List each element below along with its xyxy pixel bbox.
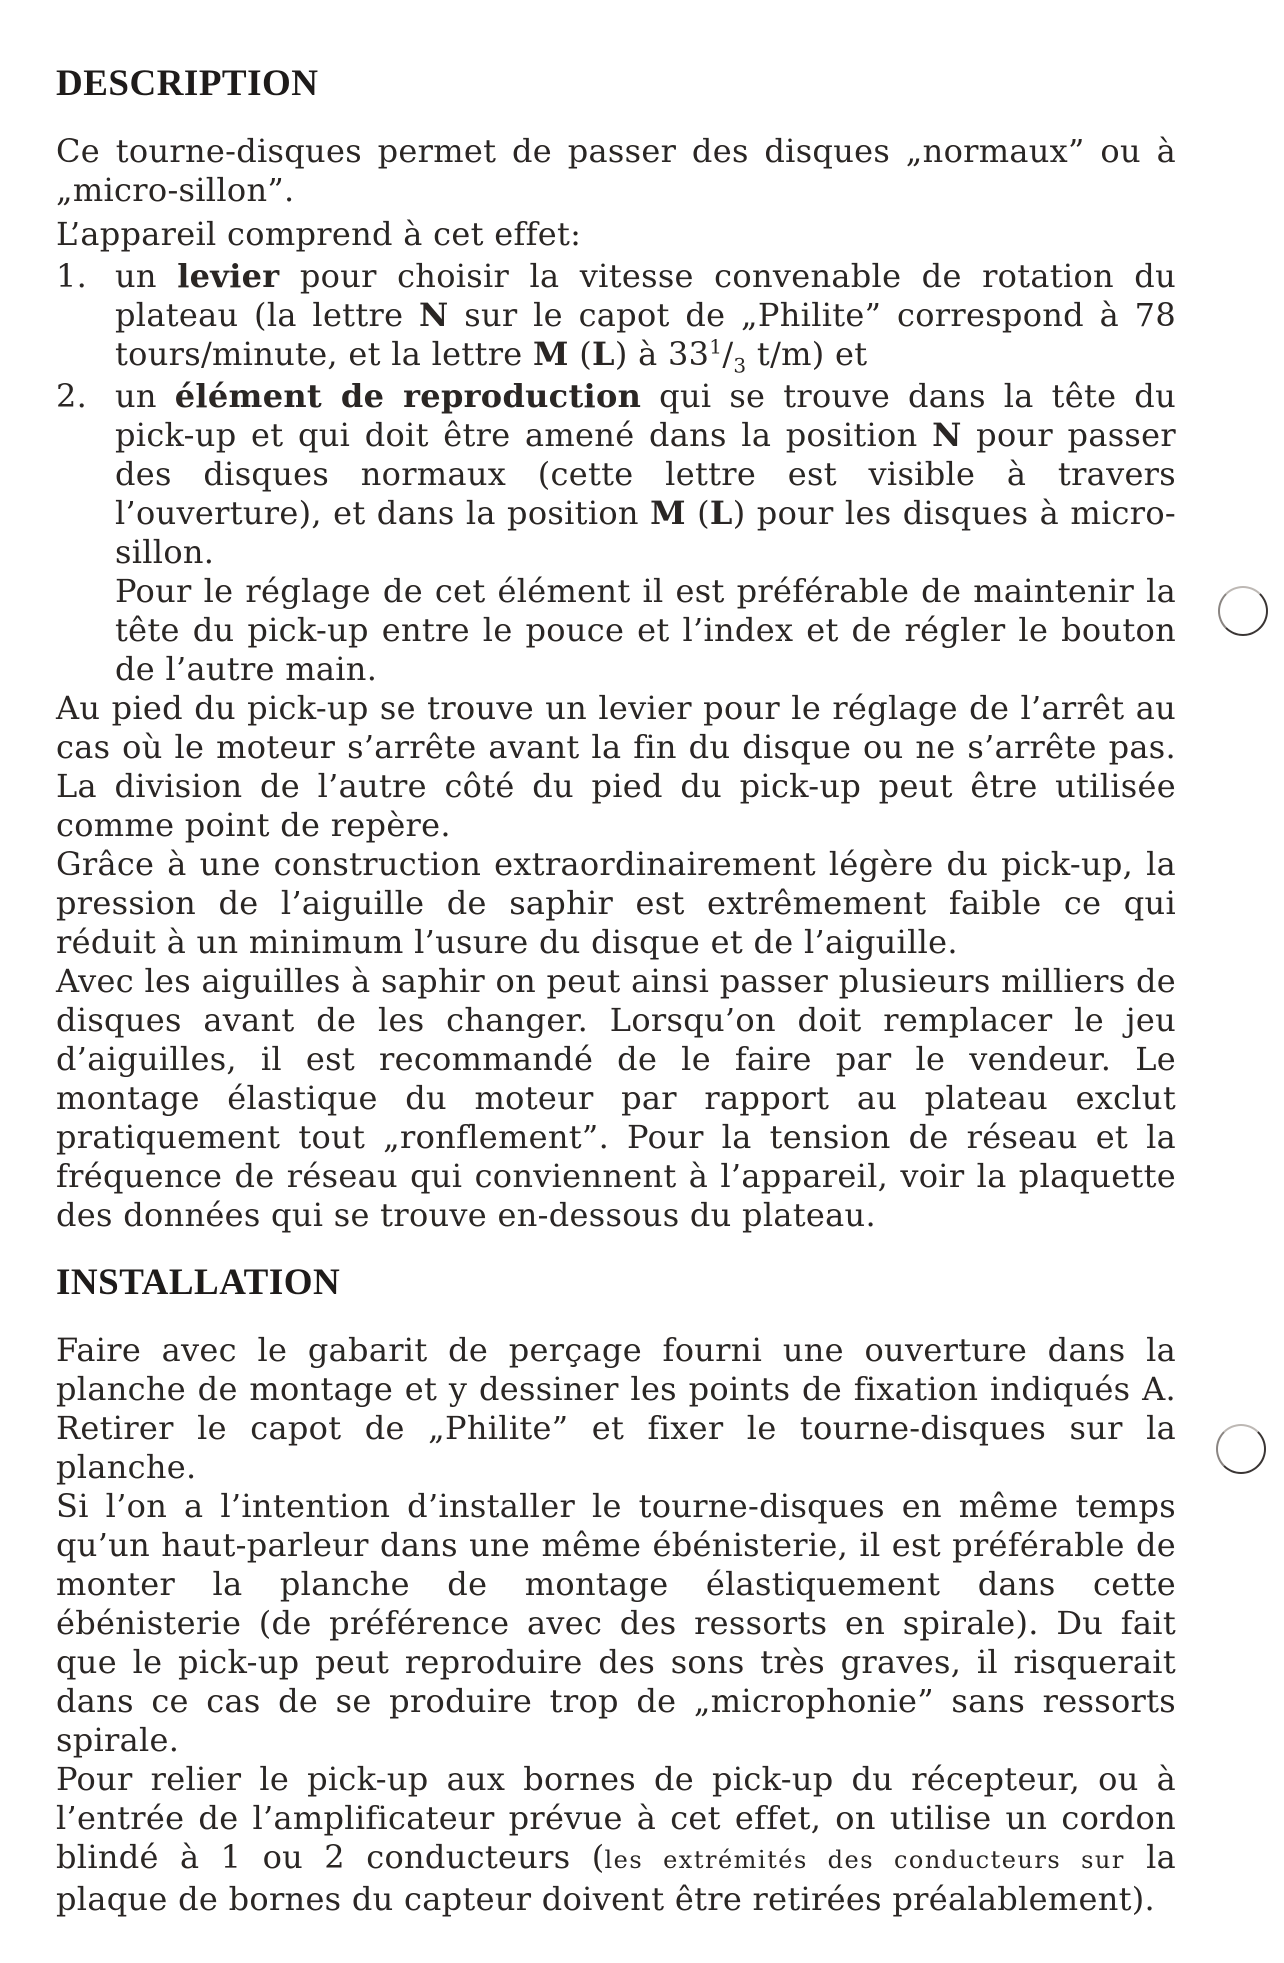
punch-hole-bottom: [1216, 1424, 1266, 1474]
description-intro: Ce tourne-disques permet de passer des disques „normaux” ou à „micro-sillon”.: [56, 132, 1176, 209]
list-item-2: [56, 377, 1176, 689]
list-number-2: 2.: [56, 377, 88, 415]
list-item-2-subtext: Pour le réglage de cet élément il est préférable de maintenir la tête du pick-up entre le pouce et l’index et de régler le bouton de l’autre main.: [115, 572, 1176, 688]
punch-hole-top: [1218, 586, 1268, 636]
list-item-1-text: un levier pour choisir la vitesse convenable de rotation du plateau (la lettre N sur le capot de „Philite” correspond à 78 tours/minute, et la lettre M (L) à $33^1/_3$ t/m) et: [115, 257, 1177, 378]
list-item-1: [56, 257, 1177, 378]
installation-connection: Pour relier le pick-up aux bornes de pick-up du récepteur, ou à l’entrée de l’amplificateur prévue à cet effet, on utilise un cordon blindé à 1 ou 2 conducteurs (les extrémités des conducteurs sur la plaque de bornes du capteur doivent être retirées préalablement).: [56, 1760, 1176, 1918]
installation-drilling: Faire avec le gabarit de perçage fourni une ouverture dans la planche de montage et y dessiner les points de fixation indiqués A. Retirer le capot de „Philite” et fixer le tourne-disques sur la planche.: [56, 1331, 1176, 1486]
installation-heading: INSTALLATION: [56, 1262, 341, 1303]
description-comprises: L’appareil comprend à cet effet:: [56, 215, 582, 253]
list-number-1: 1.: [56, 257, 88, 295]
description-light-pickup: Grâce à une construction extraordinairement légère du pick-up, la pression de l’aiguille de saphir est extrêmement faible ce qui réduit à un minimum l’usure du disque et de l’aiguille.: [56, 845, 1176, 961]
description-heading: DESCRIPTION: [56, 63, 319, 104]
installation-cabinet: Si l’on a l’intention d’installer le tourne-disques en même temps qu’un haut-parleur dans une même ébénisterie, il est préférable de monter la planche de montage élastiquement dans cette ébénisterie (de préférence avec des ressorts en spirale). Du fait que le pick-up peut reproduire des sons très graves, il risquerait dans ce cas de se produire trop de „microphonie” sans ressorts spirale.: [56, 1487, 1176, 1759]
description-sapphire-needles: Avec les aiguilles à saphir on peut ainsi passer plusieurs milliers de disques avant de les changer. Lorsqu’on doit remplacer le jeu d’aiguilles, il est recommandé de le faire par le vendeur. Le montage élastique du moteur par rapport au plateau exclut pratiquement tout „ronflement”. Pour la tension de réseau et la fréquence de réseau qui conviennent à l’appareil, voir la plaquette des données qui se trouve en-dessous du plateau.: [56, 962, 1176, 1234]
description-stop-lever: Au pied du pick-up se trouve un levier pour le réglage de l’arrêt au cas où le moteur s’arrête avant la fin du disque ou ne s’arrête pas. La division de l’autre côté du pied du pick-up peut être utilisée comme point de repère.: [56, 689, 1176, 844]
manual-page: [56, 62, 1176, 1919]
list-item-2-text: un élément de reproduction qui se trouve dans la tête du pick-up et qui doit être amené dans la position N pour passer des disques normaux (cette lettre est visible à travers l’ouverture), et dans la position M (L) pour les disques à micro-sillon. Pour le réglage de cet élément il est préférable de maintenir la tête du pick-up entre le pouce et l’index et de régler le bouton de l’autre main.: [115, 377, 1176, 688]
